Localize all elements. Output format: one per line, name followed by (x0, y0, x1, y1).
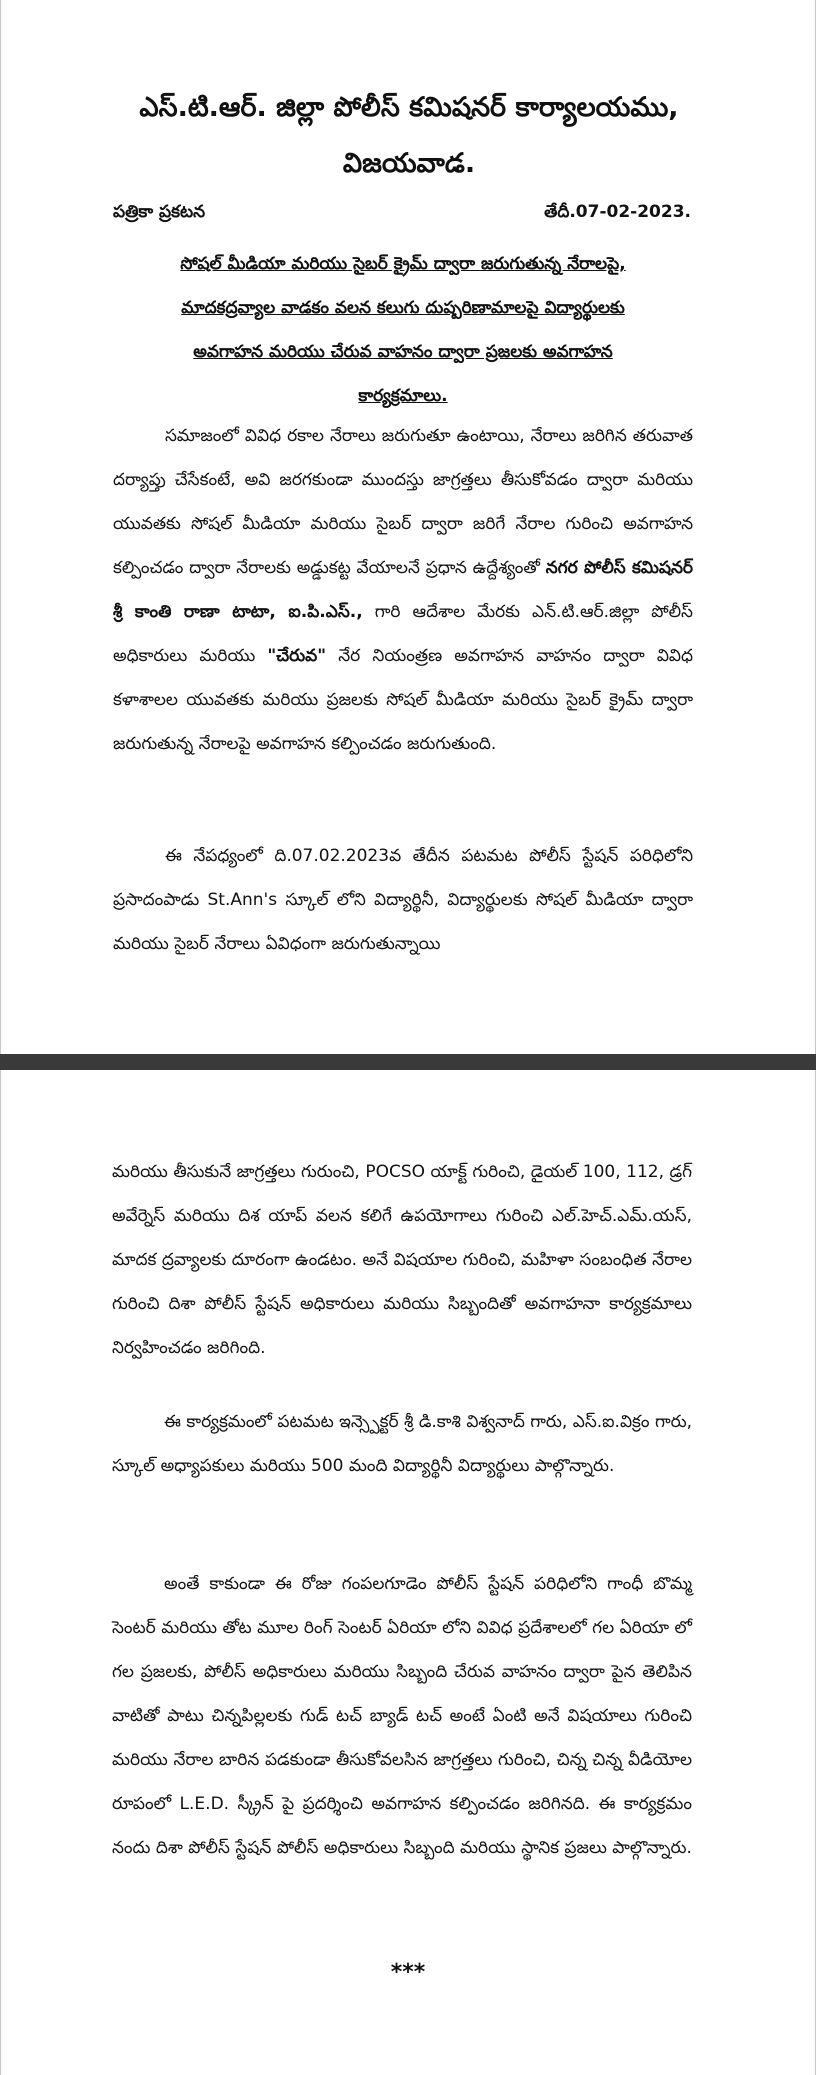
office-city: విజయవాడ. (342, 148, 476, 179)
press-release-label: పత్రికా ప్రకటన (113, 202, 206, 222)
end-marker: *** (390, 1960, 426, 1985)
commissioner-name: నగర పోలీస్ కమిషనర్ శ్రీ కాంతి రాణా టాటా, ఐ.పి.ఎస్., (113, 558, 693, 622)
subject-line: సోషల్ మీడియా మరియు సైబర్ క్రైమ్ ద్వారా జరుగుతున్న నేరాలపై, (180, 254, 626, 274)
paragraph-text: నేర నియంత్రణ అవగాహన వాహనం ద్వారా వివిధ కళాశాలల యువతకు మరియు ప్రజలకు సోషల్ మీడియా మరియు సైబర్ క్రైమ్ ద్వారా జరుగుతున్న నేరాలపై అవగాహన కల్పించడం జరుగుతుంది. (113, 646, 693, 754)
office-title: ఎస్.టి.ఆర్. జిల్లా పోలీస్ కమిషనర్ కార్యాలయము, (139, 92, 679, 123)
paragraph-3: మరియు తీసుకునే జాగ్రత్తలు గురుంచి, POCSO యాక్ట్ గురించి, డైయల్ 100, 112, డ్రగ్ అవేర్నెస్ మరియు దిశ యాప్ వలన కలిగే ఉపయోగాలు గురించి ఎల్.హెచ్.ఎమ్.యస్, మాదక ద్రవ్యాలకు దూరంగా ఉండటం. అనే విషయాల గురించి, మహిళా సంబంధిత నేరాల గురించి దిశా పోలీస్ స్టేషన్ అధికారులు మరియు సిబ్బందితో అవగాహనా కార్యక్రమాలు నిర్వహించడం జరిగింది. (112, 1162, 692, 1358)
subject-line: మాదకద్రవ్యాల వాడకం వలన కలుగు దుష్పరిణామాలపై విద్యార్థులకు (181, 298, 625, 318)
paragraph-2: ఈ నేపధ్యంలో ది.07.02.2023వ తేదీన పటమట పోలీస్ స్టేషన్ పరిధిలోని ప్రసాదంపాడు St.Ann's స్కూల్ లోని విద్యార్థినీ, విద్యార్థులకు సోషల్ మీడియా ద్వారా మరియు సైబర్ నేరాలు ఏవిధంగా జరుగుతున్నాయి (113, 846, 693, 954)
release-date: తేదీ.07-02-2023. (544, 202, 691, 222)
page-separator (0, 1054, 816, 1070)
paragraph-1 (113, 414, 693, 766)
subject-heading (113, 242, 693, 418)
paragraph-4: ఈ కార్యక్రమంలో పటమట ఇన్స్పెక్టర్ శ్రీ డి.కాశి విశ్వనాద్ గారు, ఎస్.ఐ.విక్రం గారు, స్కూల్ అధ్యాపకులు మరియు 500 మంది విద్యార్థినీ విద్యార్థులు పాల్గొన్నారు. (112, 1412, 692, 1476)
paragraph-text: సమాజంలో వివిధ రకాల నేరాలు జరుగుతూ ఉంటాయి, నేరాలు జరిగిన తరువాత దర్యాప్తు చేసేకంటే, అవి జరగకుండా ముందస్తు జాగ్రత్తలు తీసుకోవడం ద్వారా మరియు యువతకు సోషల్ మీడియా మరియు సైబర్ ద్వారా జరిగే నేరాల గురించి అవగాహన కల్పించడం ద్వారా నేరాలకు అడ్డుకట్ట వేయాలనే ప్రధాన ఉద్దేశ్యంతో (113, 426, 693, 578)
cheruva-name: "చేరువ" (267, 646, 327, 666)
paragraph-5: అంతే కాకుండా ఈ రోజు గంపలగూడెం పోలీస్ స్టేషన్ పరిధిలోని గాంధీ బొమ్మ సెంటర్ మరియు తోట మూల రింగ్ సెంటర్ ఏరియా లోని వివిధ ప్రదేశాలలో గల ఏరియా లో గల ప్రజలకు, పోలీస్ అధికారులు మరియు సిబ్బంది చేరువ వాహనం ద్వారా పైన తెలిపిన వాటితో పాటు చిన్నపిల్లలకు గుడ్ టచ్ బ్యాడ్ టచ్ అంటే ఏంటి అనే విషయాలు గురించి మరియు నేరాల బారిన పడకుండా తీసుకోవలసిన జాగ్రత్తలు గురించి, చిన్న చిన్న వీడియోల రూపంలో L.E.D. స్క్రీన్ పై ప్రదర్శించి అవగాహన కల్పించడం జరిగినది. ఈ కార్యక్రమం నందు దిశా పోలీస్ స్టేషన్ పోలీస్ అధికారులు సిబ్బంది మరియు స్థానిక ప్రజలు పాల్గొన్నారు. (112, 1574, 692, 1858)
paragraph-text: గారి ఆదేశాల మేరకు ఎన్.టి.ఆర్.జిల్లా పోలీస్ అధికారులు మరియు (113, 602, 693, 666)
subject-line: అవగాహన మరియు చేరువ వాహనం ద్వారా ప్రజలకు అవగాహన (193, 342, 613, 362)
subject-line: కార్యక్రమాలు. (358, 386, 448, 406)
